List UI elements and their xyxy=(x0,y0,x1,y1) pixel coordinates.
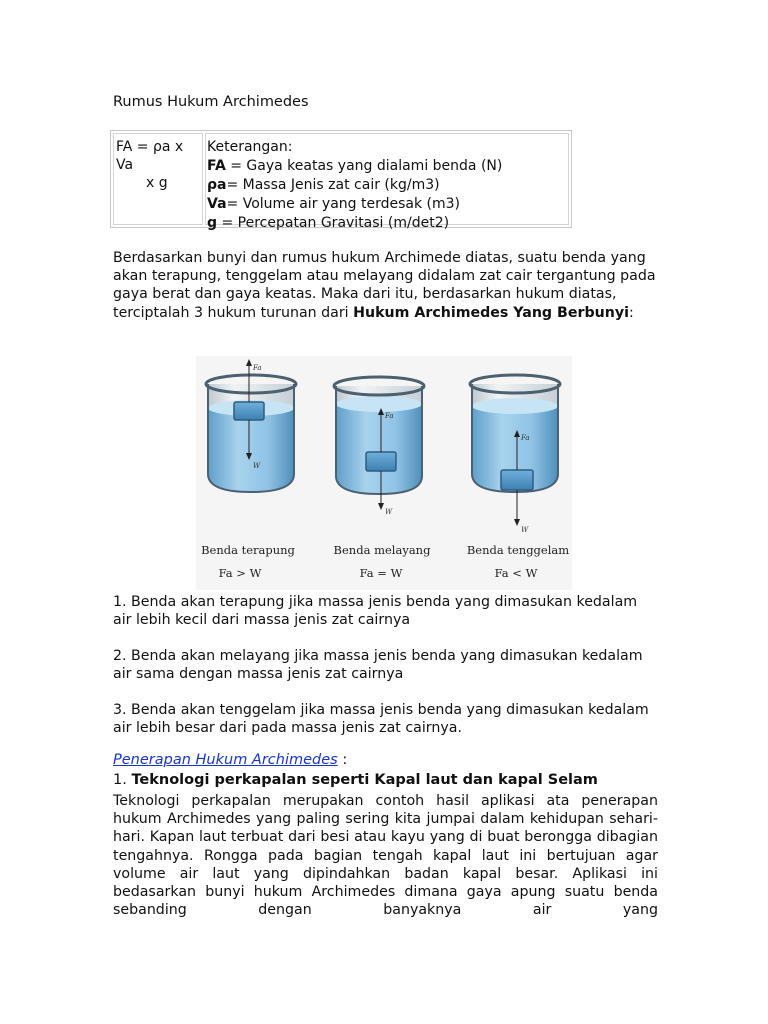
application-item-title: 1. Teknologi perkapalan seperti Kapal laut dan kapal Selam xyxy=(113,772,598,788)
application-link[interactable]: Penerapan Hukum Archimedes xyxy=(113,752,338,768)
svg-text:W: W xyxy=(521,526,529,534)
formula-table xyxy=(110,130,572,231)
relation-hovering: Fa = W xyxy=(359,566,403,580)
law-item: 3. Benda akan tenggelam jika massa jenis benda yang dimasukan kedalam air lebih besar dari pada massa jenis zat cairnya. xyxy=(113,702,649,737)
section-title: Rumus Hukum Archimedes xyxy=(113,94,309,110)
beaker-hovering xyxy=(334,377,424,516)
caption-sinking: Benda tenggelam xyxy=(466,543,570,557)
relation-sinking: Fa < W xyxy=(494,566,538,580)
legend-row: FA = Gaya keatas yang dialami benda (N) xyxy=(207,158,503,174)
legend-cell xyxy=(205,133,569,231)
legend-row: g = Percepatan Gravitasi (m/det2) xyxy=(207,215,450,231)
caption-hovering: Benda melayang xyxy=(333,543,431,557)
formula-line-1: FA = ρa x Va xyxy=(116,139,184,173)
svg-text:Fa: Fa xyxy=(521,434,530,442)
legend-heading: Keterangan: xyxy=(207,139,293,155)
intro-paragraph: Berdasarkan bunyi dan rumus hukum Archimede diatas, suatu benda yang akan terapung, tenggelam atau melayang didalam zat cair tergantung pada gaya berat dan gaya keatas. Maka dari itu, berdasarkan hukum diatas, terciptalah 3 hukum turunan dari Hukum Archimedes Yang Berbunyi: xyxy=(113,250,656,321)
legend-row: ρa= Massa Jenis zat cair (kg/m3) xyxy=(207,177,440,193)
svg-text:W: W xyxy=(253,462,261,470)
sinking-block xyxy=(501,470,533,490)
law-item: 2. Benda akan melayang jika massa jenis benda yang dimasukan kedalam air sama dengan massa jenis zat cairnya xyxy=(113,648,643,683)
beaker-floating xyxy=(206,359,296,492)
application-heading: Penerapan Hukum Archimedes : xyxy=(113,752,348,768)
hovering-block xyxy=(366,452,396,471)
svg-text:Fa: Fa xyxy=(385,412,394,420)
caption-floating: Benda terapung xyxy=(201,543,295,557)
formula-line-2: x g xyxy=(146,175,168,191)
archimedes-figure xyxy=(196,356,572,590)
law-item: 1. Benda akan terapung jika massa jenis benda yang dimasukan kedalam air lebih kecil dari massa jenis zat cairnya xyxy=(113,594,638,629)
application-body: Teknologi perkapalan merupakan contoh hasil aplikasi ata penerapan hukum Archimedes yang paling sering kita jumpai dalam kehidupan sehari-hari. Kapan laut terbuat dari besi atau kayu yang di buat berongga dibagian tengahnya. Rongga pada bagian tengah kapal laut ini bertujuan agar volume air laut yang dipindahkan badan kapal besar. Aplikasi ini bedasarkan bunyi hukum Archimedes dimana gaya apung suatu benda sebanding dengan banyaknya air yang xyxy=(113,793,658,919)
relation-floating: Fa > W xyxy=(218,566,262,580)
beaker-sinking xyxy=(470,375,560,534)
svg-text:W: W xyxy=(385,508,393,516)
floating-block xyxy=(234,402,264,420)
legend-row: Va= Volume air yang terdesak (m3) xyxy=(207,196,460,212)
svg-text:Fa: Fa xyxy=(253,364,262,372)
formula-cell xyxy=(113,133,203,225)
